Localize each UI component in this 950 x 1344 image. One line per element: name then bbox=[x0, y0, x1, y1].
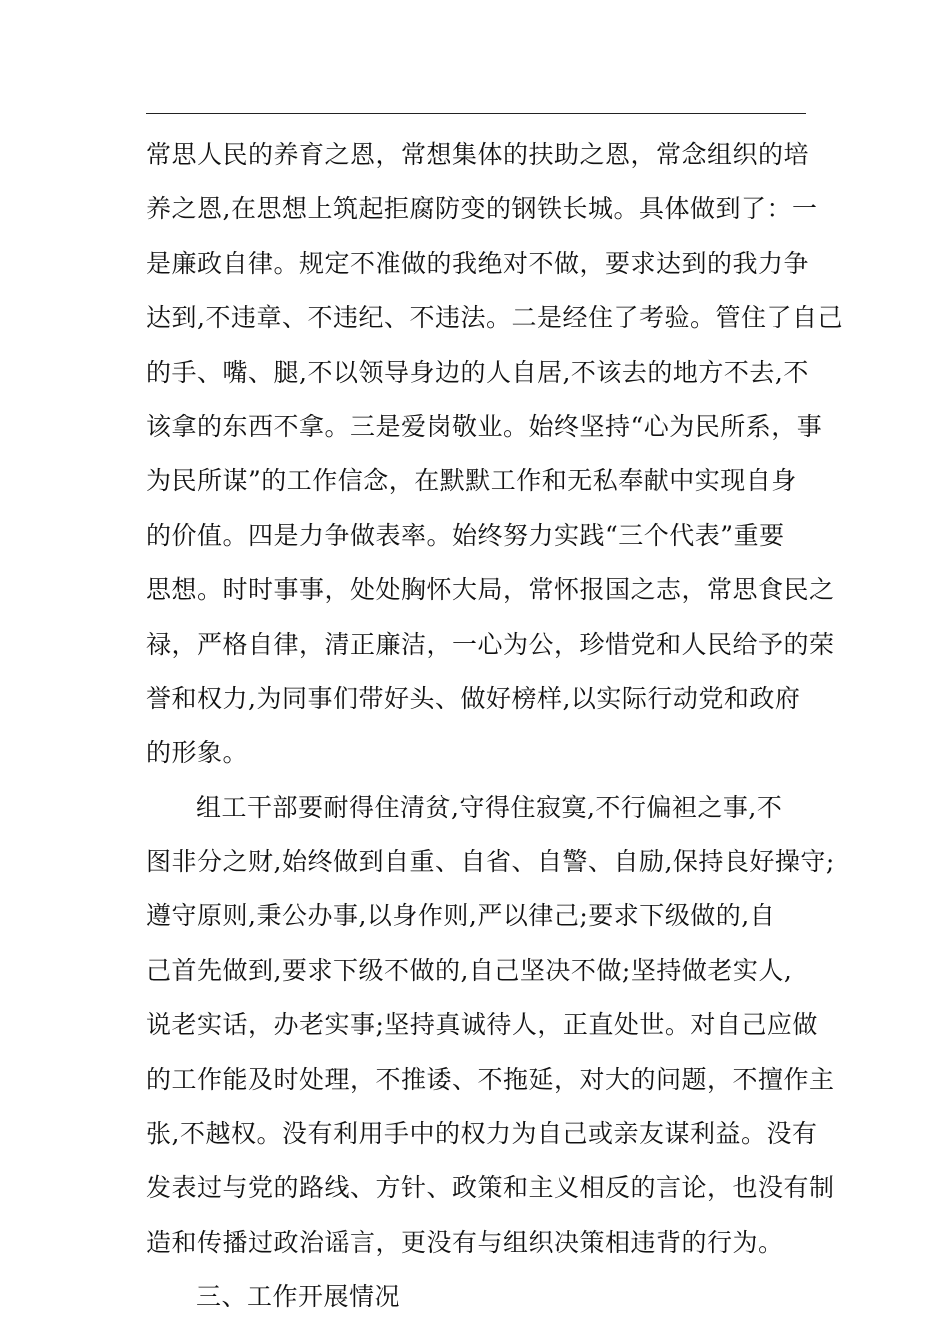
text-line: 是廉政自律。规定不准做的我绝对不做，要求达到的我力争 bbox=[146, 248, 810, 278]
text-line: 禄，严格自律，清正廉洁，一心为公，珍惜党和人民给予的荣 bbox=[146, 629, 835, 659]
text-line: 的形象。 bbox=[146, 738, 249, 768]
text-line: 达到,不违章、不违纪、不违法。二是经住了考验。管住了自己 bbox=[146, 303, 843, 333]
text-line: 的手、嘴、腿,不以领导身边的人自居,不该去的地方不去,不 bbox=[146, 357, 809, 387]
text-line: 思想。时时事事，处处胸怀大局，常怀报国之志，常思食民之 bbox=[146, 575, 835, 605]
text-line: 说老实话，办老实事;坚持真诚待人，正直处世。对自己应做 bbox=[146, 1010, 818, 1040]
text-line: 养之恩,在思想上筑起拒腐防变的钢铁长城。具体做到了：一 bbox=[146, 194, 818, 224]
section-heading: 三、工作开展情况 bbox=[196, 1282, 401, 1312]
text-line: 图非分之财,始终做到自重、自省、自警、自励,保持良好操守; bbox=[146, 847, 835, 877]
text-line: 该拿的东西不拿。三是爱岗敬业。始终坚持“心为民所系，事 bbox=[146, 411, 823, 441]
text-line: 的工作能及时处理，不推诿、不拖延，对大的问题，不擅作主 bbox=[146, 1064, 835, 1094]
text-line: 遵守原则,秉公办事,以身作则,严以律己;要求下级做的,自 bbox=[146, 901, 776, 931]
header-rule bbox=[146, 113, 806, 114]
text-line: 发表过与党的路线、方针、政策和主义相反的言论，也没有制 bbox=[146, 1173, 835, 1203]
text-line: 常思人民的养育之恩，常想集体的扶助之恩，常念组织的培 bbox=[146, 140, 810, 169]
paragraph-start-line: 组工干部要耐得住清贫,守得住寂寞,不行偏袒之事,不 bbox=[196, 792, 783, 822]
text-line: 誉和权力,为同事们带好头、做好榜样,以实际行动党和政府 bbox=[146, 683, 801, 713]
body-text bbox=[146, 128, 843, 1325]
text-line: 的价值。四是力争做表率。始终努力实践“三个代表”重要 bbox=[146, 520, 785, 550]
text-line: 为民所谋”的工作信念，在默默工作和无私奉献中实现自身 bbox=[146, 466, 797, 496]
text-line: 己首先做到,要求下级不做的,自己坚决不做;坚持做老实人, bbox=[146, 955, 793, 985]
text-line: 张,不越权。没有利用手中的权力为自己或亲友谋利益。没有 bbox=[146, 1119, 818, 1149]
text-line: 造和传播过政治谣言，更没有与组织决策相违背的行为。 bbox=[146, 1227, 784, 1257]
